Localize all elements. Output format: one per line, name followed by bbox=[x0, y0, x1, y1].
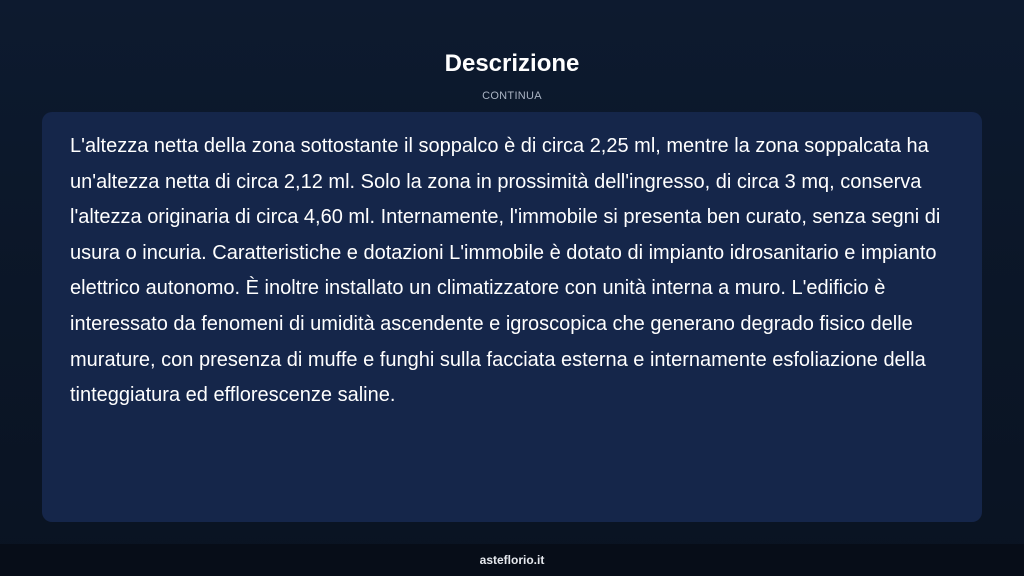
description-card bbox=[42, 112, 982, 522]
footer-site-label: asteflorio.it bbox=[479, 553, 545, 567]
page-title: Descrizione bbox=[444, 50, 580, 77]
description-text: L'altezza netta della zona sottostante il soppalco è di circa 2,25 ml, mentre la zona soppalcata ha un'altezza netta di circa 2,12 ml. Solo la zona in prossimità dell'ingresso, di circa 3 mq, conserva l'altezza originaria di circa 4,60 ml. Internamente, l'immobile si presenta ben curato, senza segni di usura o incuria. Caratteristiche e dotazioni L'immobile è dotato di impianto idrosanitario e impianto elettrico autonomo. È inoltre installato un climatizzatore con unità interna a muro. L'edificio è interessato da fenomeni di umidità ascendente e igroscopica che generano degrado fisico delle murature, con presenza di muffe e funghi sulla facciata esterna e internamente esfoliazione della tinteggiatura ed efflorescenze saline. bbox=[70, 135, 941, 407]
footer-bar bbox=[0, 544, 1024, 576]
continue-label: CONTINUA bbox=[482, 90, 542, 102]
